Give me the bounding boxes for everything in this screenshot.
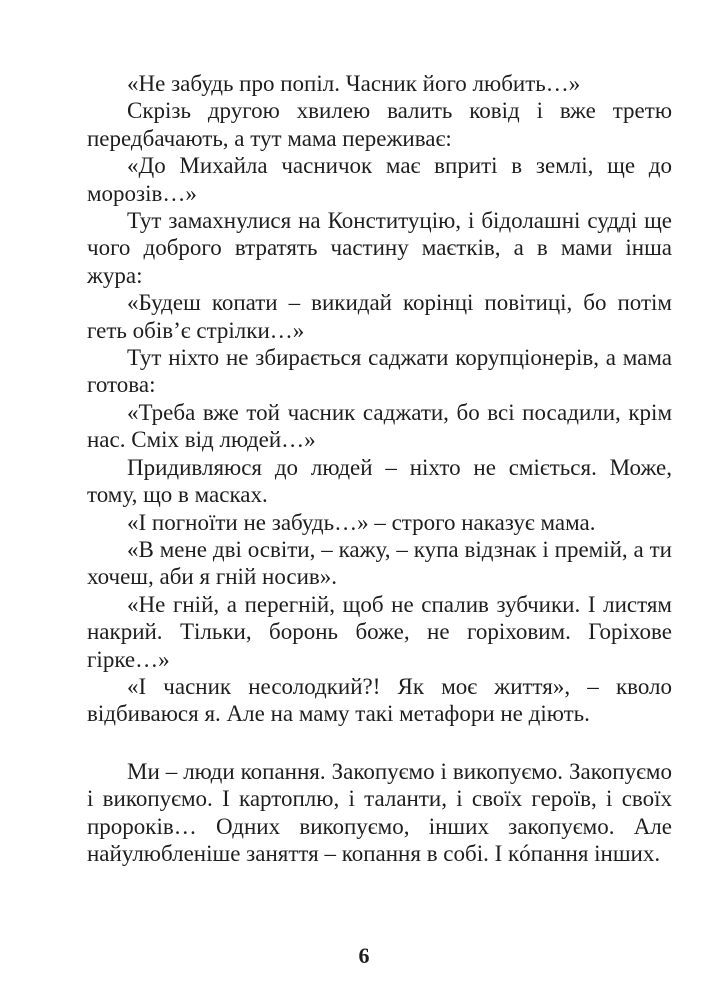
paragraph-1: «Не забудь про попіл. Часник його любить…» bbox=[127, 71, 581, 96]
paragraph-4: Тут замахнулися на Конституцію, і бідолашні судді ще чого доброго втратять частину маєтків, а в мами інша жура: bbox=[87, 208, 672, 288]
page-number: 6 bbox=[358, 943, 370, 968]
paragraph-11: «Не гній, а перегній, щоб не спалив зубчики. І листям накрий. Тільки, боронь боже, не горіховим. Горіхове гірке…» bbox=[87, 591, 672, 672]
paragraph-3: «До Михайла часничок має вприті в землі, ще до морозів…» bbox=[87, 153, 672, 206]
paragraph-8: Придивляюся до людей – ніхто не сміється. Може, тому, що в масках. bbox=[87, 454, 672, 508]
paragraph-9: «І погноїти не забудь…» – строго наказує мама. bbox=[127, 509, 596, 535]
paragraph-7: «Треба вже той часник саджати, бо всі посадили, крім нас. Сміх від людей…» bbox=[87, 399, 672, 453]
paragraph-5: «Будеш копати – викидай корінці повітиці, бо потім геть обів’є стрілки…» bbox=[87, 290, 672, 343]
paragraph-6: Тут ніхто не збирається саджати корупціонерів, а мама готова: bbox=[87, 345, 672, 398]
section-gap bbox=[87, 728, 672, 758]
paragraph-10: «В мене дві освіти, – кажу, – купа відзнак і премій, а ти хочеш, аби я гній носив». bbox=[87, 536, 672, 590]
paragraph-2: Скрізь другою хвилею валить ковід і вже третю передбачають, а тут мама переживає: bbox=[87, 98, 672, 151]
page-body bbox=[87, 70, 672, 867]
closing-paragraph: Ми – люди копання. Закопуємо і викопуємо. Закопуємо і викопуємо. І картоплю, і таланти, і своїх героїв, і своїх пророків… Одних викопуємо, інших закопуємо. Але найулюбленіше заняття – копання в собі. І кóпання інших. bbox=[87, 758, 672, 866]
paragraph-12: «І часник несолодкий?! Як моє життя», – кволо відбиваюся я. Але на маму такі метафори не діють. bbox=[87, 673, 672, 727]
